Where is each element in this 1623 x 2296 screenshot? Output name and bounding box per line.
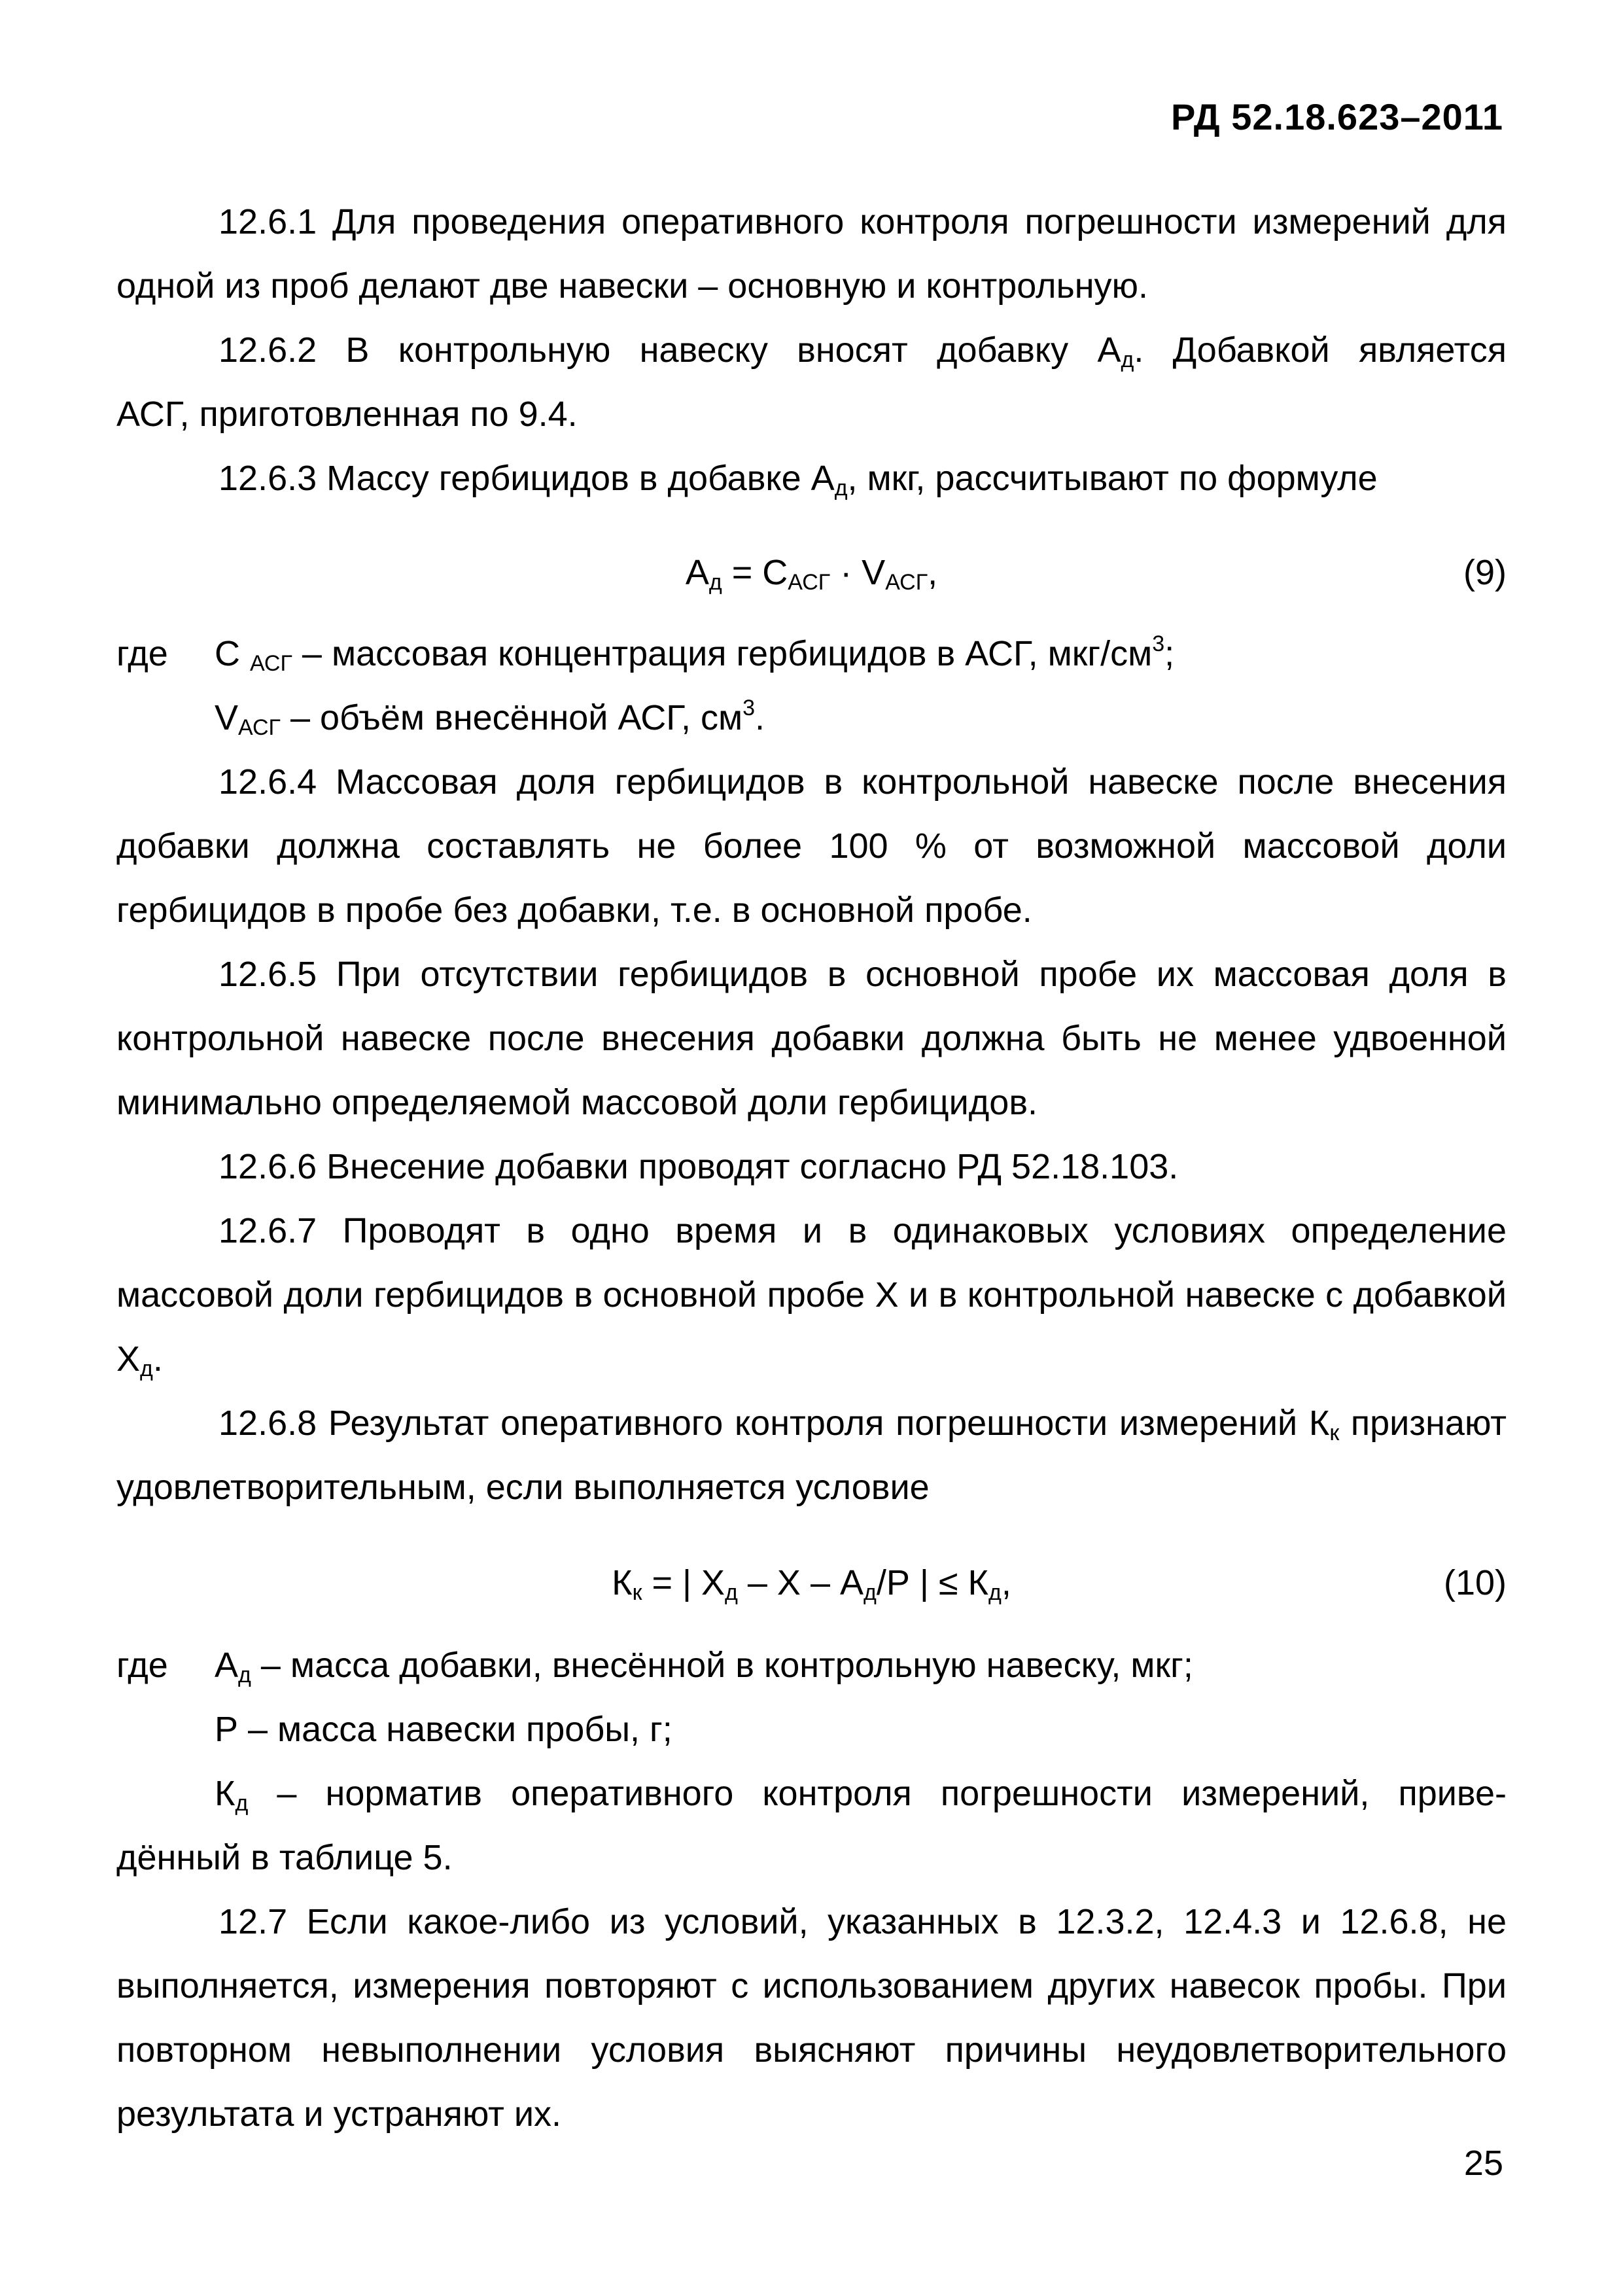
paragraph-12-6-3: 12.6.3 Массу гербицидов в добавке $А_д$, мкг, рассчитывают по формуле — [218, 459, 1378, 501]
formula-9-number: (9) — [1463, 553, 1507, 592]
formula-10-number: (10) — [1443, 1563, 1507, 1602]
definition-k-d: $К_д$ – норматив оперативного контроля погрешности измерений, приве- — [215, 1774, 1507, 1816]
definition-c-asg: С $_{АСГ}$ – массовая концентрация гербицидов в АСГ, мкг/$см^3$; — [215, 631, 1175, 676]
definition-a-d: $А_д$ – масса добавки, внесённой в контрольную навеску, мкг; — [215, 1646, 1193, 1687]
paragraph-12-6-6: 12.6.6 Внесение добавки проводят согласно РД 52.18.103. — [218, 1147, 1179, 1186]
page-number: 25 — [1463, 2144, 1503, 2183]
definition-k-d-line2: дённый в таблице 5. — [116, 1838, 453, 1877]
paragraph-12-6-8: 12.6.8 Результат оперативного контроля погрешности измерений $К_к$ признают удовлетворительным, если выполняется условие — [116, 1404, 1507, 1507]
formula-10-expression: $К_к$ = | $Х_д$ – Х – $А_д/Р$ | ≤ $К_д$, — [612, 1563, 1011, 1605]
paragraph-12-6-5: 12.6.5 При отсутствии гербицидов в основной пробе их массовая доля в контрольной навеске после внесения добавки должна быть не менее удвоенной минимально определяемой массовой доли гербицидов. — [116, 955, 1507, 1122]
paragraph-12-6-1: 12.6.1 Для проведения оперативного контроля погрешности измерений для одной из проб делают две навески – основную и контрольную. — [116, 202, 1507, 306]
formula-9 — [116, 540, 1507, 605]
definition-p: Р – масса навески пробы, г; — [215, 1710, 672, 1749]
formula-10 — [116, 1551, 1507, 1615]
paragraph-12-6-4: 12.6.4 Массовая доля гербицидов в контрольной навеске после внесения добавки должна составлять не более 100 % от возможной массовой доли гербицидов в пробе без добавки, т.е. в основной пробе. — [116, 762, 1507, 930]
formula-9-expression: $А_д = С_{АСГ} \cdot V_{АСГ}$, — [685, 553, 938, 595]
paragraph-12-6-2: 12.6.2 В контрольную навеску вносят добавку $А_д$. Добавкой является — [218, 330, 1507, 372]
where-label-2: где — [116, 1646, 168, 1685]
where-label-1: где — [116, 634, 168, 673]
document-code-header: РД 52.18.623–2011 — [1170, 96, 1503, 137]
paragraph-12-6-2-line2: АСГ, приготовленная по 9.4. — [116, 395, 578, 434]
paragraph-12-6-7: 12.6.7 Проводят в одно время и в одинаковых условиях определение массовой доли гербицидов в основной пробе Х и в контрольной навеске с добавкой $Х_д$. — [116, 1211, 1507, 1381]
paragraph-12-7: 12.7 Если какое-либо из условий, указанных в 12.3.2, 12.4.3 и 12.6.8, не выполняется, измерения повторяют с использованием других навесок пробы. При повторном невыполнении условия выясняют причины неудовлетворительного результата и устраняют их. — [116, 1902, 1507, 2134]
definition-v-asg: $V_{АСГ}$ – объём внесённой АСГ, $см^3$. — [215, 696, 765, 740]
